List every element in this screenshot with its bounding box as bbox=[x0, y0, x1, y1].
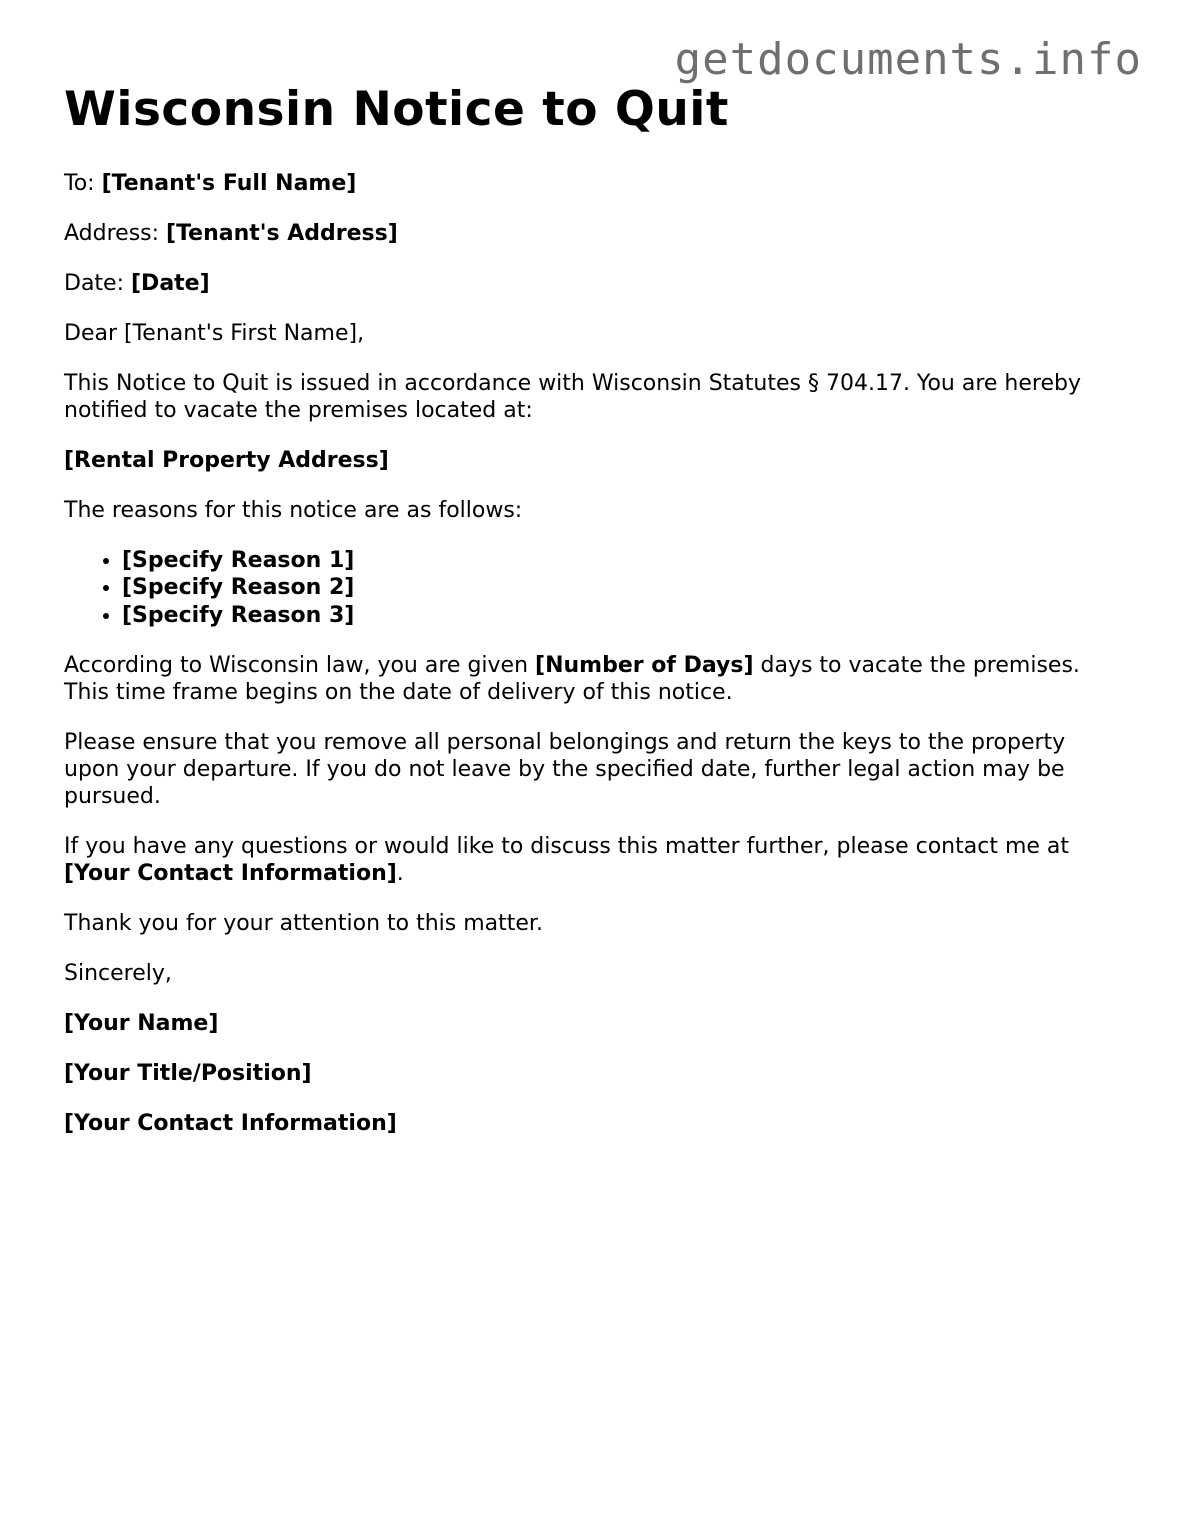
date-value: [Date] bbox=[131, 270, 210, 296]
signature-title bbox=[64, 1060, 1124, 1087]
contact-value: [Your Contact Information] bbox=[64, 861, 397, 887]
contact-paragraph bbox=[64, 833, 1124, 887]
reason-item: • [Specify Reason 2] bbox=[122, 574, 1124, 602]
intro-paragraph: This Notice to Quit is issued in accordance with Wisconsin Statutes § 704.17. You are hereby notified to vacate the premises located at: bbox=[64, 370, 1081, 423]
signature-contact-value: [Your Contact Information] bbox=[64, 1111, 397, 1137]
days-paragraph bbox=[64, 652, 1124, 706]
contact-after: . bbox=[396, 861, 404, 887]
reason-item: • [Specify Reason 1] bbox=[122, 547, 1124, 575]
property-address bbox=[64, 447, 1124, 474]
to-line bbox=[64, 170, 1124, 197]
to-value: [Tenant's Full Name] bbox=[101, 170, 357, 196]
to-label: To: bbox=[64, 170, 102, 196]
document-title: Wisconsin Notice to Quit bbox=[64, 82, 729, 137]
date-label: Date: bbox=[64, 270, 131, 296]
contact-before: If you have any questions or would like to discuss this matter further, please contact me at bbox=[64, 834, 1070, 860]
days-value: [Number of Days] bbox=[535, 653, 754, 679]
reason-item: • [Specify Reason 3] bbox=[122, 602, 1124, 630]
property-address-value: [Rental Property Address] bbox=[64, 447, 389, 473]
signature-name-value: [Your Name] bbox=[64, 1011, 219, 1037]
reasons-intro: The reasons for this notice are as follows: bbox=[64, 497, 523, 523]
belongings-paragraph: Please ensure that you remove all personal belongings and return the keys to the property upon your departure. If you do not leave by the specified date, further legal action may be pursued. bbox=[64, 730, 1066, 810]
date-line bbox=[64, 270, 1124, 297]
closing: Sincerely, bbox=[64, 961, 172, 987]
signature-title-value: [Your Title/Position] bbox=[64, 1061, 312, 1087]
days-after: days to vacate the premises. This time frame begins on the date of delivery of this notice. bbox=[64, 653, 1080, 706]
signature-contact bbox=[64, 1110, 1124, 1137]
address-label: Address: bbox=[64, 220, 167, 246]
reasons-list bbox=[64, 547, 1124, 630]
salutation: Dear [Tenant's First Name], bbox=[64, 320, 365, 346]
thanks-paragraph: Thank you for your attention to this matter. bbox=[64, 911, 543, 937]
address-line bbox=[64, 220, 1124, 247]
address-value: [Tenant's Address] bbox=[166, 220, 398, 246]
watermark: getdocuments.info bbox=[674, 34, 1142, 85]
days-before: According to Wisconsin law, you are given bbox=[64, 653, 536, 679]
document-body bbox=[64, 84, 1124, 1160]
signature-name bbox=[64, 1010, 1124, 1037]
